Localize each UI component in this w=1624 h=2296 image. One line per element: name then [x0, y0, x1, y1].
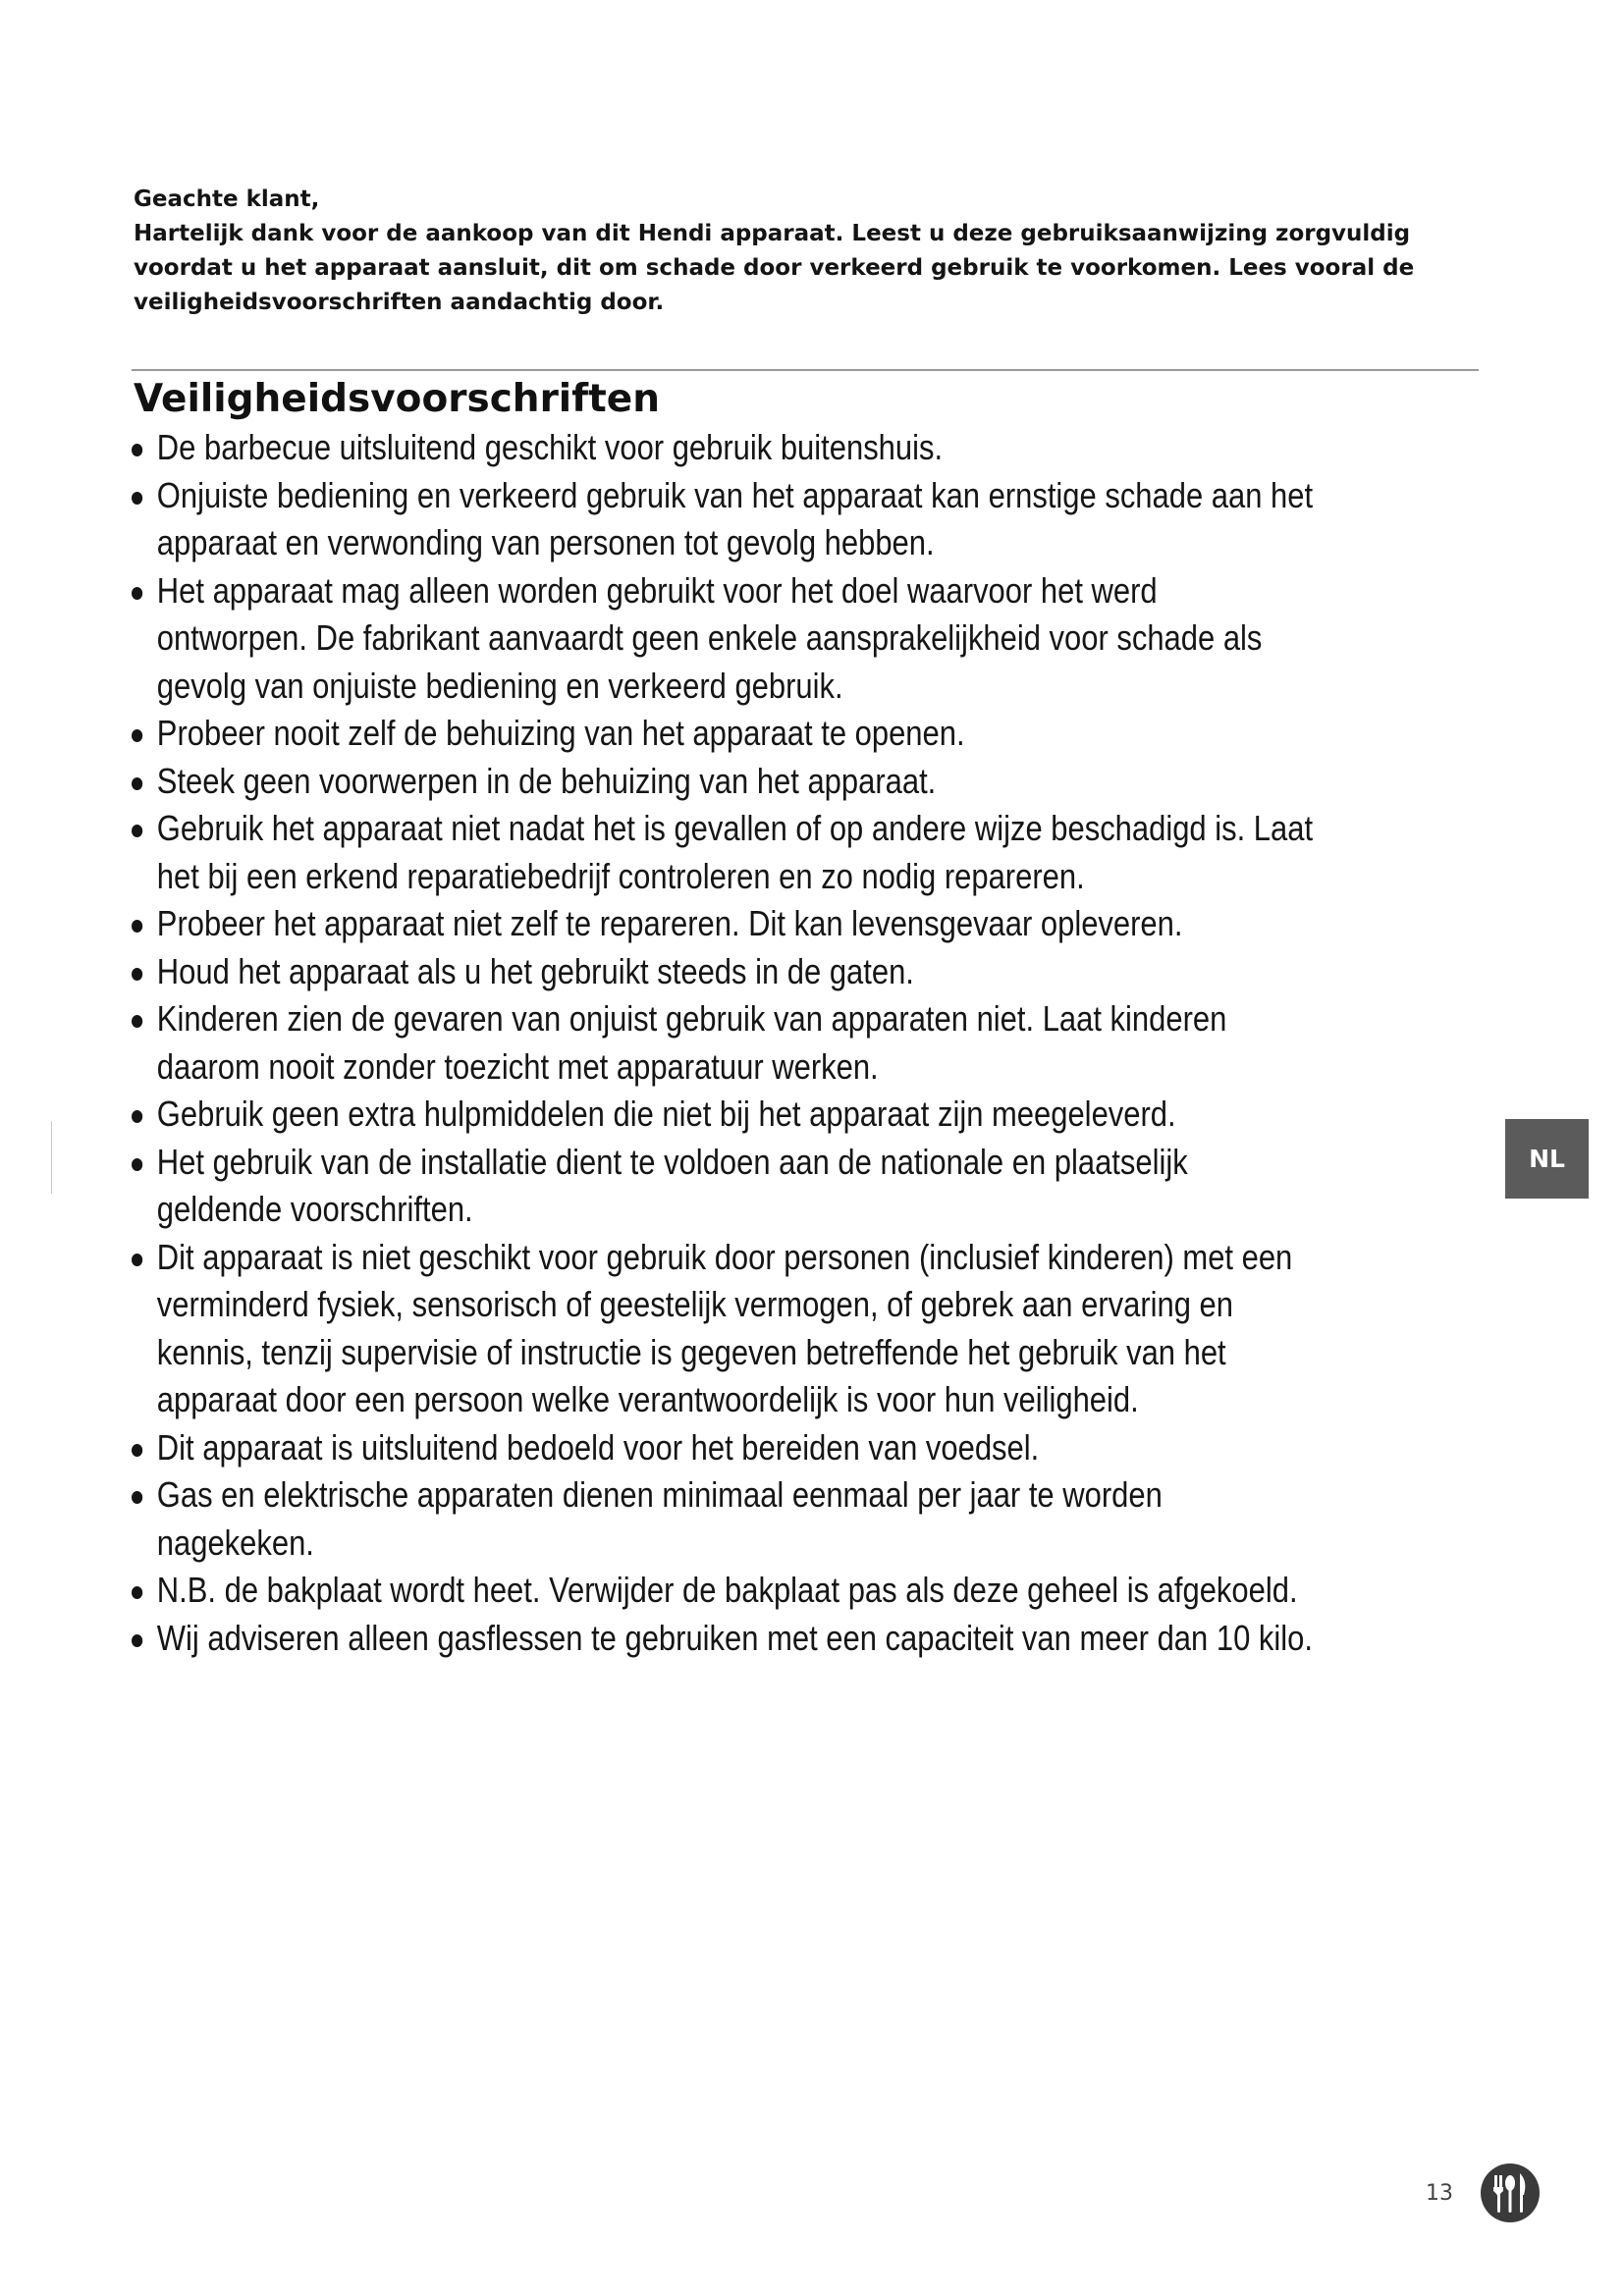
safety-rules-list — [132, 424, 1314, 1662]
list-item — [132, 424, 1314, 472]
bullet-icon — [132, 825, 142, 837]
language-tab: NL — [1505, 1119, 1589, 1199]
list-item — [132, 1567, 1314, 1615]
list-item-text: Gas en elektrische apparaten dienen minimaal eenmaal per jaar te worden nagekeken. — [156, 1474, 1163, 1563]
intro-block — [134, 183, 1489, 320]
bullet-icon — [132, 444, 142, 456]
list-item — [132, 1139, 1314, 1234]
list-item-text: Gebruik geen extra hulpmiddelen die niet bij het apparaat zijn meegeleverd. — [156, 1094, 1176, 1134]
bullet-icon — [132, 1491, 142, 1504]
list-item-text: Kinderen zien de gevaren van onjuist gebruik van apparaten niet. Laat kinderen daarom nooit zonder toezicht met apparatuur werken. — [156, 998, 1227, 1087]
list-item — [132, 710, 1314, 758]
list-item — [132, 567, 1314, 711]
list-item — [132, 758, 1314, 806]
intro-paragraph: Hartelijk dank voor de aankoop van dit Hendi apparaat. Leest u deze gebruiksaanwijzing zorgvuldig voordat u het apparaat aansluit, dit om schade door verkeerd gebruik te voorkomen. Lees vooral de veiligheidsvoorschriften aandachtig door. — [134, 221, 1415, 315]
margin-mark — [51, 1121, 52, 1194]
bullet-icon — [132, 1586, 142, 1599]
bullet-icon — [132, 729, 142, 742]
list-item-text: Steek geen voorwerpen in de behuizing van het apparaat. — [156, 760, 937, 801]
list-item — [132, 472, 1314, 567]
section-title: Veiligheidsvoorschriften — [134, 377, 661, 421]
list-item-text: Dit apparaat is uitsluitend bedoeld voor het bereiden van voedsel. — [156, 1426, 1040, 1468]
list-item-text: Houd het apparaat als u het gebruikt steeds in de gaten. — [156, 950, 914, 991]
list-item-text: Het apparaat mag alleen worden gebruikt voor het doel waarvoor het werd ontworpen. De fabrikant aanvaardt geen enkele aansprakelijkheid voor schade als gevolg van onjuiste bediening en verkeerd gebruik. — [156, 569, 1263, 706]
list-item — [132, 995, 1314, 1091]
list-item-text: Probeer het apparaat niet zelf te repareren. Dit kan levensgevaar opleveren. — [156, 903, 1183, 943]
bullet-icon — [132, 920, 142, 933]
list-item-text: De barbecue uitsluitend geschikt voor gebruik buitenshuis. — [156, 427, 944, 467]
list-item-text: Wij adviseren alleen gasflessen te gebruiken met een capaciteit van meer dan 10 kilo. — [156, 1617, 1313, 1658]
bullet-icon — [132, 1158, 142, 1171]
page-number: 13 — [1426, 2181, 1453, 2206]
list-item — [132, 805, 1314, 900]
bullet-icon — [132, 1634, 142, 1647]
bullet-icon — [132, 968, 142, 981]
salutation: Geachte klant, — [134, 187, 320, 212]
list-item-text: Gebruik het apparaat niet nadat het is gevallen of op andere wijze beschadigd is. Laat het bij een erkend reparatiebedrijf controleren en zo nodig repareren. — [156, 808, 1314, 896]
list-item-text: Het gebruik van de installatie dient te voldoen aan de nationale en plaatselijk geldende voorschriften. — [156, 1141, 1188, 1229]
bullet-icon — [132, 492, 142, 505]
list-item-text: Probeer nooit zelf de behuizing van het apparaat te openen. — [156, 713, 965, 753]
bullet-icon — [132, 1015, 142, 1028]
bullet-icon — [132, 1444, 142, 1457]
bullet-icon — [132, 587, 142, 600]
cutlery-icon — [1479, 2162, 1542, 2224]
bullet-icon — [132, 777, 142, 790]
list-item — [132, 948, 1314, 996]
bullet-icon — [132, 1254, 142, 1266]
list-item — [132, 1234, 1314, 1424]
list-item — [132, 1615, 1314, 1663]
section-divider — [132, 369, 1479, 371]
list-item — [132, 1091, 1314, 1139]
list-item-text: N.B. de bakplaat wordt heet. Verwijder de bakplaat pas als deze geheel is afgekoeld. — [156, 1570, 1298, 1610]
list-item — [132, 1471, 1314, 1567]
list-item — [132, 900, 1314, 948]
bullet-icon — [132, 1110, 142, 1123]
list-item — [132, 1424, 1314, 1472]
list-item-text: Onjuiste bediening en verkeerd gebruik van het apparaat kan ernstige schade aan het apparaat en verwonding van personen tot gevolg hebben. — [156, 474, 1314, 562]
list-item-text: Dit apparaat is niet geschikt voor gebruik door personen (inclusief kinderen) met een verminderd fysiek, sensorisch of geestelijk vermogen, of gebrek aan ervaring en kennis, tenzij supervisie of instructie is gegeven betreffende het gebruik van het apparaat door een persoon welke verantwoordelijk is voor hun veiligheid. — [156, 1236, 1293, 1419]
